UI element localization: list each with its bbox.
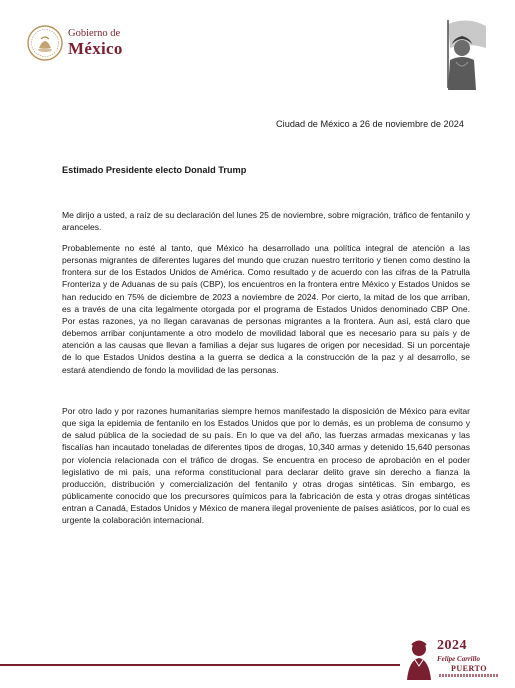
felipe-carrillo-portrait-icon (403, 636, 435, 680)
footer-place: PUERTO (451, 664, 487, 673)
footer-fine-print (439, 674, 499, 677)
salutation: Estimado Presidente electo Donald Trump (62, 165, 247, 175)
letter-date: Ciudad de México a 26 de noviembre de 2024 (276, 119, 464, 129)
paragraph-2: Probablemente no esté al tanto, que México ha desarrollado una política integral de atención a las personas migrantes de diferentes lugares del mundo que cruzan nuestro territorio y tienen como destino la frontera sur de los Estados Unidos de América. Como resultado y de acuerdo con las cifras de la Patrulla Fronteriza y de Aduanas de su país (CBP), los encuentros en la frontera entre México y Estados Unidos se han reducido en 75% de diciembre de 2023 a noviembre de 2024. Por cierto, la mitad de los que arriban, es a través de una cita legalmente otorgada por el programa de Estados Unidos denominado CBP One. Por estas razones, ya no llegan caravanas de personas migrantes a la frontera. Aun así, está claro que debemos arribar conjuntamente a otro modelo de movilidad laboral que es necesario para su país y de atención a las causas que llevan a familias a dejar sus lugares de origen por necesidad. Si un porcentaje de lo que Estados Unidos destina a la guerra se dedica a la construcción de la paz y al desarrollo, se estará atendiendo de fondo la movilidad de las personas. (62, 243, 470, 375)
paragraph-3: Por otro lado y por razones humanitarias siempre hemos manifestado la disposición de México para evitar que siga la epidemia de fentanilo en los Estados Unidos que por lo demás, es un problema de consumo y de salud pública de la sociedad de su país. En lo que va del año, las fuerzas armadas mexicanas y las fiscalías han incautado toneladas de diferentes tipos de drogas, 10,340 armas y detenido 15,640 personas por violencia relacionada con el tráfico de drogas. Se encuentra en proceso de aprobación en el poder legislativo de mi país, una reforma constitucional para declarar delito grave sin derecho a fianza la producción, distribución y comercialización del fentanilo y otras drogas sintéticas. Sin embargo, es públicamente conocido que los precursores químicos para la fabricación de esta y otras drogas sintéticas entran a Canadá, Estados Unidos y México de manera ilegal proveniente de países asiáticos, por lo cual es urgente la colaboración internacional. (62, 406, 470, 526)
gov-line-1: Gobierno de (68, 28, 121, 39)
national-seal-icon (26, 24, 64, 62)
heroine-portrait-emblem (428, 14, 490, 92)
felipe-carrillo-puerto-2024-logo (403, 636, 503, 680)
gobierno-de-mexico-logo (26, 24, 176, 64)
government-wordmark (68, 28, 123, 58)
paragraph-1: Me dirijo a usted, a raíz de su declaración del lunes 25 de noviembre, sobre migración, tráfico de fentanilo y aranceles. (62, 210, 470, 233)
gov-line-2: México (68, 39, 123, 58)
footer-rule (0, 664, 400, 666)
footer-year: 2024 (437, 638, 467, 653)
footer-name: Felipe Carrillo (437, 655, 480, 663)
